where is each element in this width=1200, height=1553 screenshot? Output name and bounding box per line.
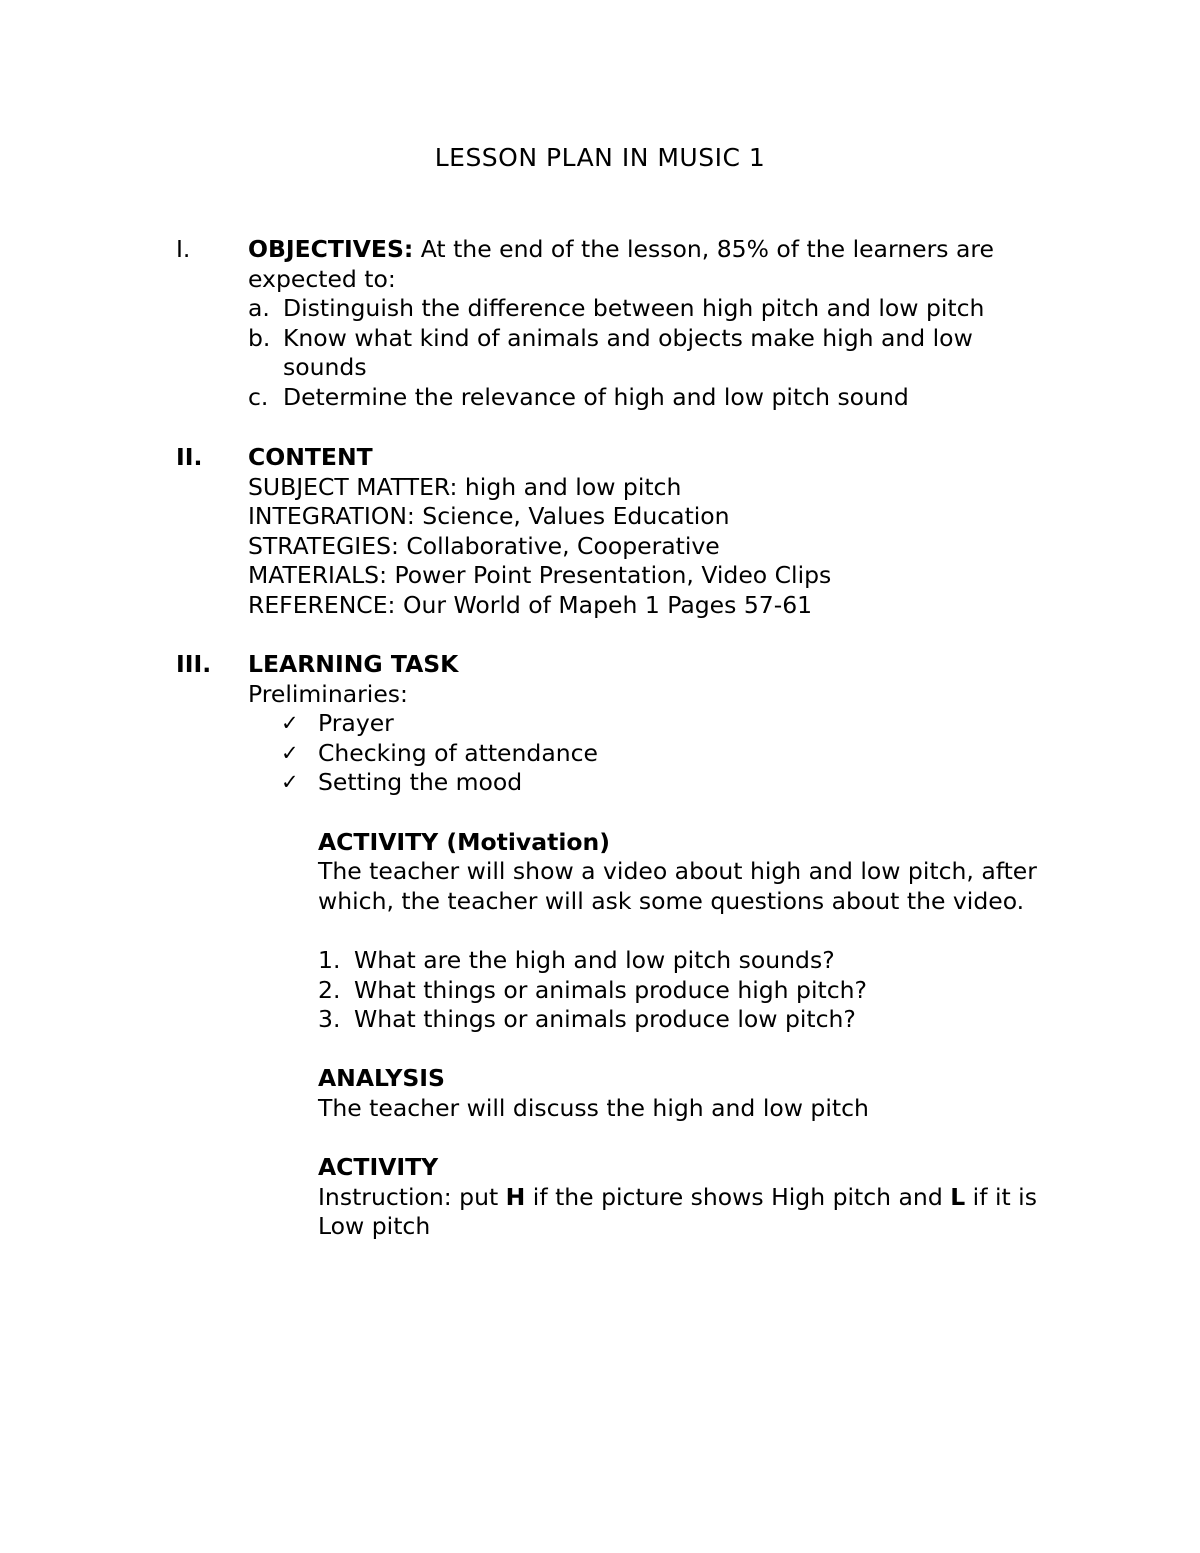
- content-numeral: II.: [176, 443, 203, 471]
- page-title: LESSON PLAN IN MUSIC 1: [434, 143, 766, 172]
- low-letter: L: [950, 1182, 966, 1211]
- preliminary-item-mood: [248, 768, 1048, 798]
- objective-text-continued: sounds: [283, 353, 367, 382]
- activity-instruction-line-2: Low pitch: [318, 1212, 431, 1241]
- spacer: [248, 916, 1048, 946]
- objectives-heading: OBJECTIVES:: [248, 235, 414, 263]
- motivation-text-line-2: which, the teacher will ask some questions about the video.: [318, 886, 1025, 915]
- objectives-intro-text: At the end of the lesson, 85% of the learners are: [413, 235, 994, 263]
- objectives-numeral: I.: [176, 235, 191, 263]
- spacer: [248, 1035, 1048, 1065]
- activity-block: [248, 1153, 1048, 1242]
- content-body: [248, 443, 1048, 621]
- preliminaries-label: Preliminaries:: [248, 679, 408, 708]
- activity-instruction-line-1: [318, 1183, 1048, 1213]
- question-marker: 3.: [318, 1005, 341, 1034]
- objective-item-b: [248, 324, 1048, 383]
- spacer: [248, 1124, 1048, 1154]
- learning-task-heading: LEARNING TASK: [248, 650, 459, 678]
- preliminary-item-prayer: [248, 709, 1048, 739]
- objective-text: Distinguish the difference between high pitch and low pitch: [283, 294, 985, 323]
- motivation-text-line-1: The teacher will show a video about high and low pitch, after: [318, 857, 1037, 886]
- instruction-part-1: Instruction: put: [318, 1182, 506, 1211]
- question-text: What things or animals produce high pitch?: [354, 975, 867, 1004]
- objective-marker: c.: [248, 382, 269, 411]
- content-strategies: STRATEGIES: Collaborative, Cooperative: [248, 531, 720, 560]
- content-subject-matter: SUBJECT MATTER: high and low pitch: [248, 472, 682, 501]
- activity-heading: ACTIVITY: [318, 1153, 439, 1182]
- preliminary-text: Checking of attendance: [318, 738, 598, 767]
- objective-item-a: [248, 294, 1048, 324]
- question-text: What are the high and low pitch sounds?: [354, 945, 835, 974]
- content-integration: INTEGRATION: Science, Values Education: [248, 502, 730, 531]
- objective-text: Determine the relevance of high and low pitch sound: [283, 382, 909, 411]
- instruction-part-3: if it is: [965, 1182, 1037, 1211]
- objectives-intro-line-2: expected to:: [248, 264, 396, 293]
- analysis-block: [248, 1064, 1048, 1123]
- content-heading: CONTENT: [248, 443, 373, 471]
- objective-item-c: [248, 383, 1048, 413]
- question-marker: 2.: [318, 975, 341, 1004]
- high-letter: H: [505, 1182, 526, 1211]
- objective-marker: a.: [248, 294, 270, 323]
- objective-text: Know what kind of animals and objects make high and low: [283, 323, 973, 352]
- question-item-3: [248, 1005, 1048, 1035]
- checkmark-icon: ✓: [281, 770, 299, 795]
- objective-marker: b.: [248, 323, 271, 352]
- analysis-text: The teacher will discuss the high and low pitch: [318, 1093, 869, 1122]
- question-item-2: [248, 976, 1048, 1006]
- checkmark-icon: ✓: [281, 711, 299, 736]
- motivation-heading: ACTIVITY (Motivation): [318, 827, 611, 856]
- instruction-part-2: if the picture shows High pitch and: [525, 1182, 951, 1211]
- learning-task-numeral: III.: [176, 650, 212, 678]
- content-materials: MATERIALS: Power Point Presentation, Video Clips: [248, 561, 832, 590]
- learning-task-body: [248, 650, 1048, 1242]
- preliminary-item-attendance: [248, 739, 1048, 769]
- preliminary-text: Setting the mood: [318, 768, 523, 797]
- question-item-1: [248, 946, 1048, 976]
- question-text: What things or animals produce low pitch?: [354, 1005, 856, 1034]
- question-marker: 1.: [318, 945, 341, 974]
- objectives-intro-line: [248, 235, 1048, 265]
- analysis-heading: ANALYSIS: [318, 1064, 445, 1093]
- checkmark-icon: ✓: [281, 740, 299, 765]
- preliminary-text: Prayer: [318, 709, 394, 738]
- objectives-body: [248, 235, 1048, 413]
- spacer: [248, 798, 1048, 828]
- content-reference: REFERENCE: Our World of Mapeh 1 Pages 57-61: [248, 590, 813, 619]
- motivation-block: [248, 828, 1048, 917]
